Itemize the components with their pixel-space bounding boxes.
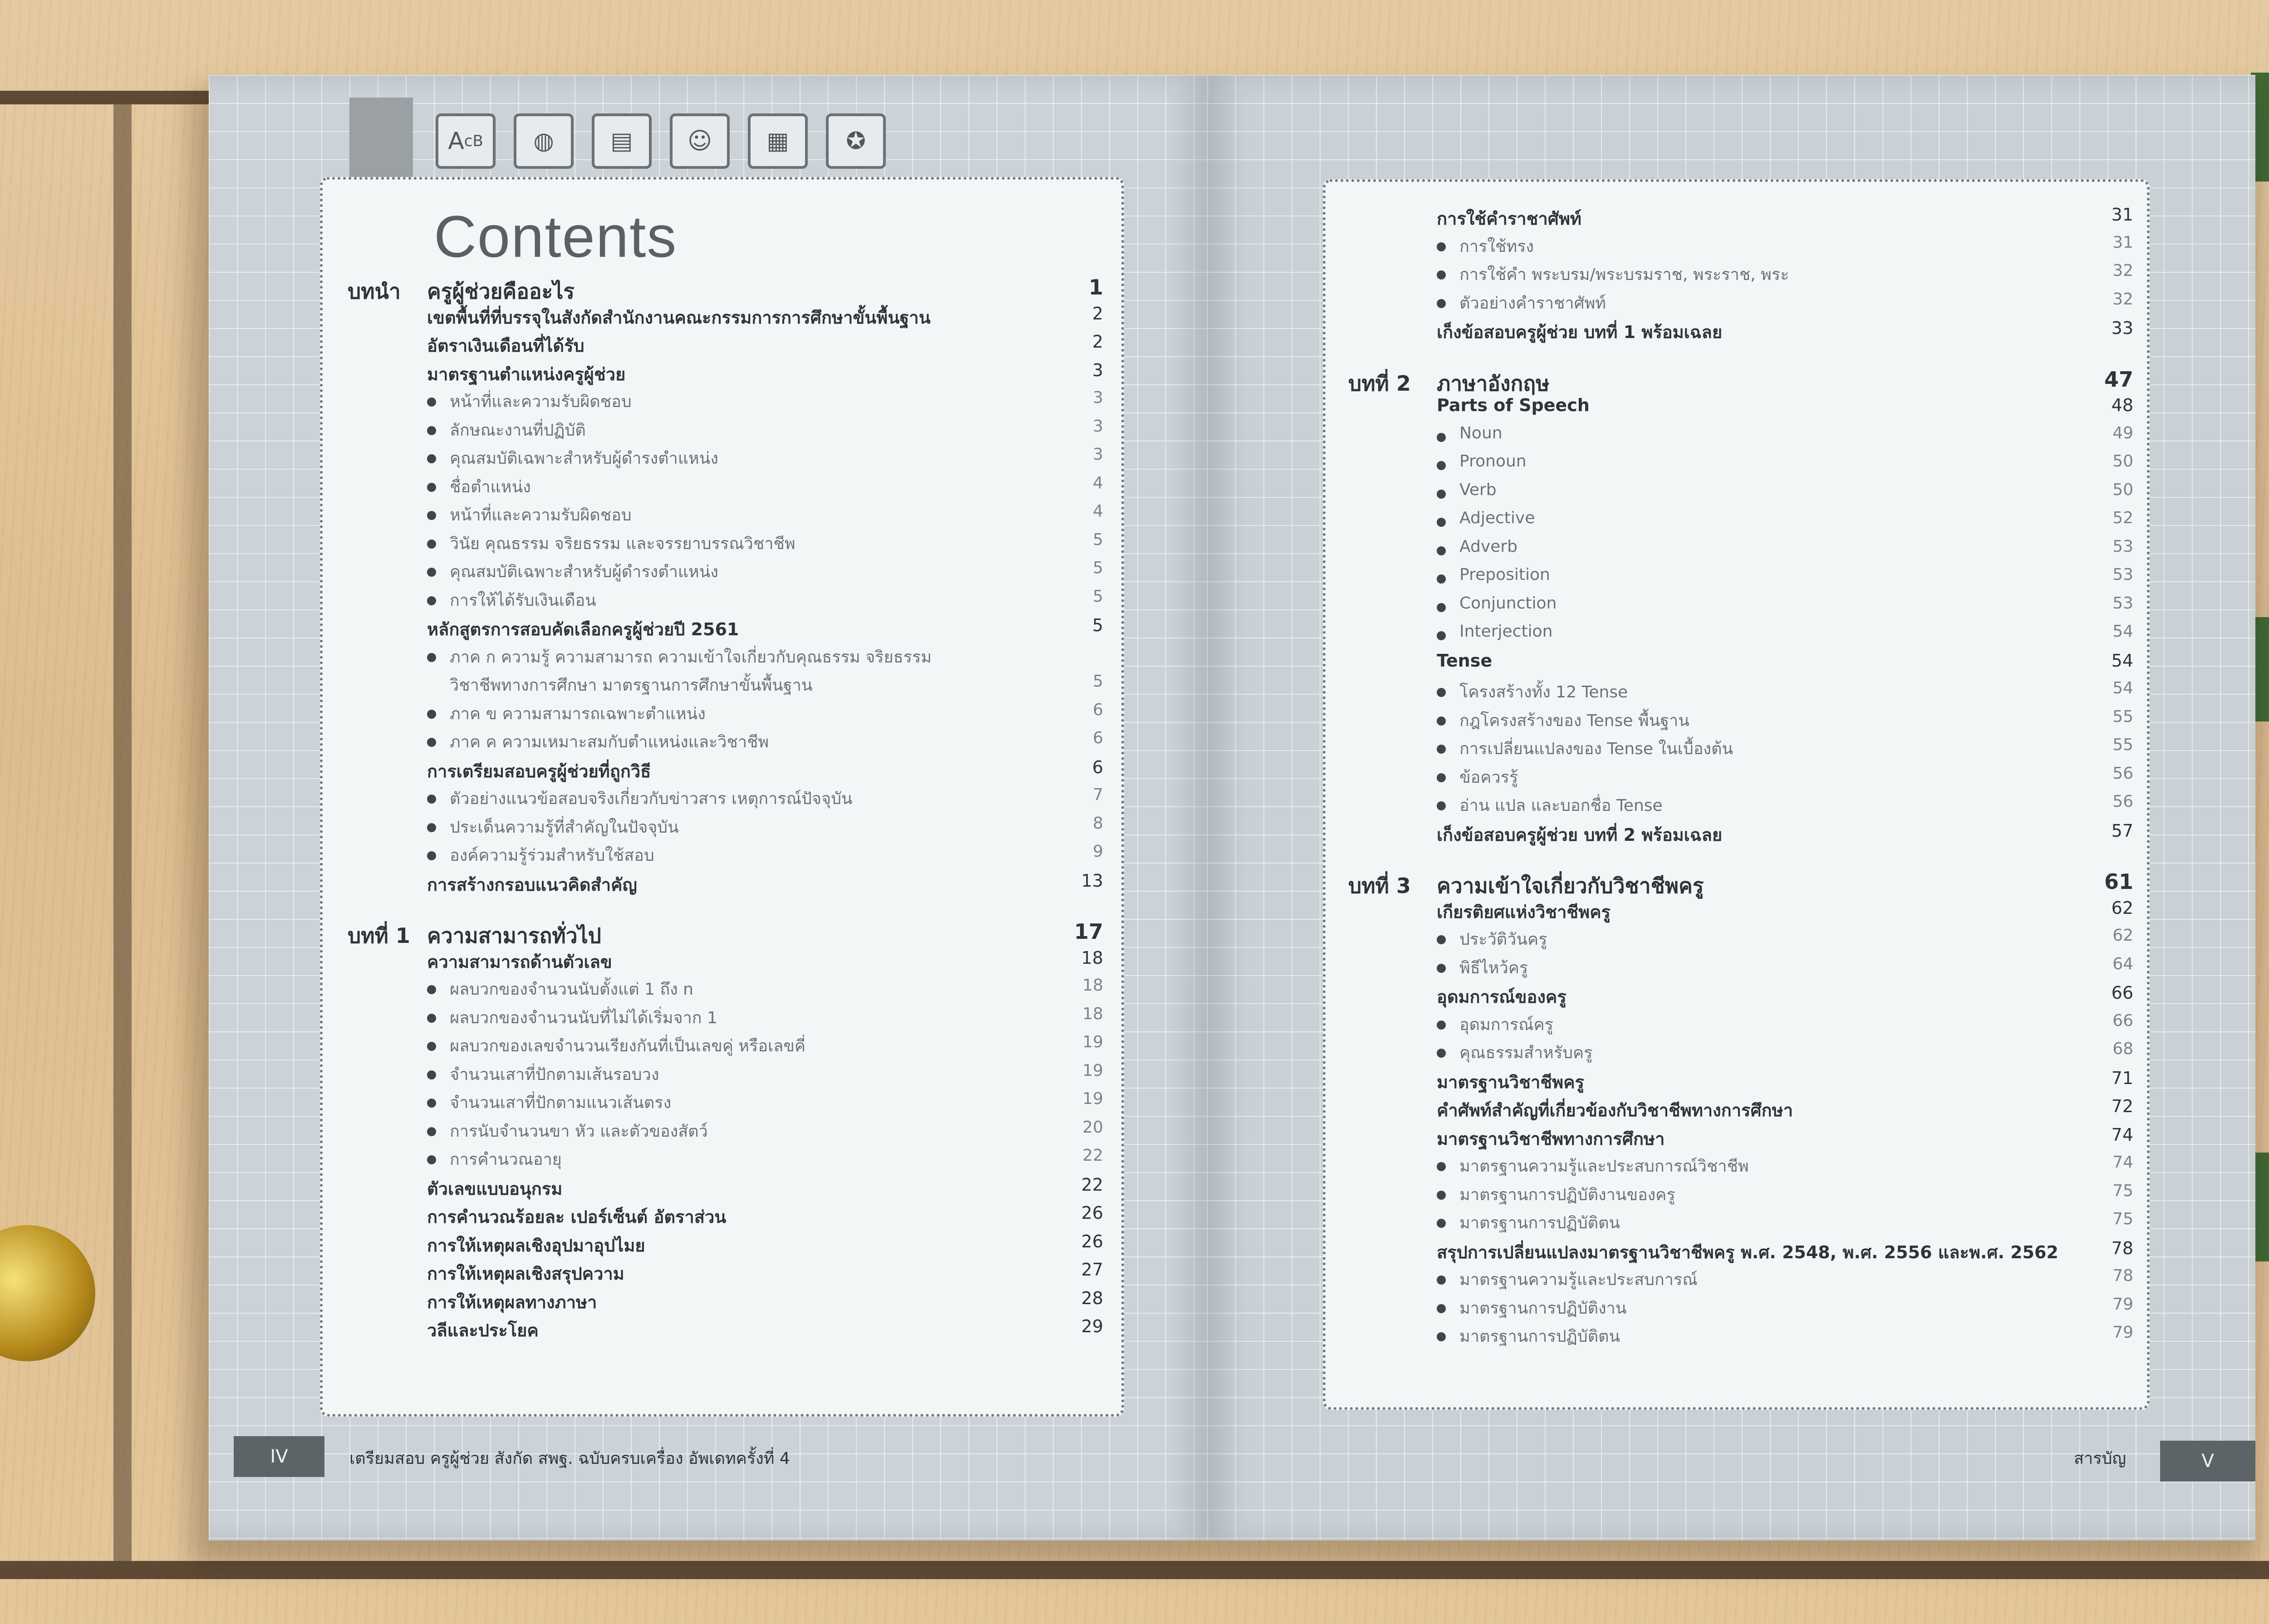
- toc-row: [323, 1005, 1121, 1033]
- toc-row: [1326, 1238, 2147, 1266]
- running-footer: สารบัญ: [2074, 1449, 2127, 1468]
- bullet-icon: [1437, 1162, 1446, 1171]
- toc-page-number: 17: [1074, 919, 1103, 944]
- toc-entry-label: อุดมการณ์ครู: [1459, 1015, 1553, 1034]
- toc-entry-label: การสร้างกรอบแนวคิดสำคัญ: [427, 874, 637, 895]
- toc-entry-label: การคำนวณร้อยละ เปอร์เซ็นต์ อัตราส่วน: [427, 1207, 727, 1227]
- toc-entry-label: การเปลี่ยนแปลงของ Tense ในเบื้องต้น: [1459, 740, 1733, 758]
- icon-strip: [436, 113, 886, 169]
- bullet-icon: [1437, 433, 1446, 442]
- bullet-icon: [1437, 461, 1446, 470]
- toc-page-number: 33: [2111, 318, 2133, 338]
- toc-row: [323, 948, 1121, 976]
- toc-entry-label: ผลบวกของเลขจำนวนเรียงกันที่เป็นเลขคู่ หรือเลขคี่: [450, 1037, 806, 1055]
- bullet-icon: [1437, 1049, 1446, 1058]
- toc-row: [1326, 1011, 2147, 1040]
- bullet-icon: [1437, 801, 1446, 810]
- toc-entry-label: ประวัติวันครู: [1459, 930, 1547, 949]
- teacher-icon: ☺: [670, 113, 730, 169]
- toc-entry-label: ประเด็นความรู้ที่สำคัญในปัจจุบัน: [450, 818, 679, 837]
- toc-page-number: 61: [2104, 869, 2133, 894]
- toc-entry-label: กฎโครงสร้างของ Tense พื้นฐาน: [1459, 711, 1689, 730]
- toc-row: [1326, 983, 2147, 1011]
- toc-page-number: 18: [1082, 976, 1103, 995]
- toc-row: [1326, 792, 2147, 820]
- toc-page-number: 6: [1092, 757, 1103, 777]
- toc-page-number: 3: [1093, 445, 1103, 464]
- toc-page-number: 66: [2112, 1011, 2133, 1030]
- bullet-icon: [427, 985, 436, 994]
- toc-row: [1326, 736, 2147, 764]
- toc-page-number: 55: [2112, 707, 2133, 726]
- toc-page-number: 32: [2112, 289, 2133, 309]
- toc-row: [323, 842, 1121, 870]
- toc-page-number: 4: [1093, 502, 1103, 520]
- toc-page-number: 79: [2112, 1295, 2133, 1314]
- bullet-icon: [427, 483, 436, 492]
- bullet-icon: [1437, 631, 1446, 640]
- toc-page-number: 3: [1093, 388, 1103, 407]
- toc-entry-label: คำศัพท์สำคัญที่เกี่ยวข้องกับวิชาชีพทางการศึกษา: [1437, 1100, 1793, 1120]
- bullet-icon: [1437, 299, 1446, 308]
- toc-row: [323, 976, 1121, 1004]
- toc-row: [1326, 367, 2147, 395]
- toc-row: [323, 587, 1121, 615]
- toc-row: [1326, 1040, 2147, 1068]
- contents-panel-left: [320, 177, 1124, 1417]
- toc-page-number: 28: [1081, 1288, 1103, 1308]
- bullet-icon: [1437, 270, 1446, 280]
- toc-page-number: 71: [2111, 1068, 2133, 1088]
- toc-row: [1326, 452, 2147, 480]
- bullet-icon: [1437, 490, 1446, 499]
- toc-page-number: 52: [2112, 509, 2133, 527]
- toc-entry-label: การเตรียมสอบครูผู้ช่วยที่ถูกวิธี: [427, 761, 651, 781]
- toc-page-number: 50: [2112, 452, 2133, 471]
- toc-row: [323, 1061, 1121, 1089]
- toc-row: [323, 871, 1121, 899]
- toc-entry-label: อ่าน แปล และบอกชื่อ Tense: [1459, 796, 1663, 815]
- toc-row: [1326, 261, 2147, 289]
- toc-entry-label: ตัวอย่างคำราชาศัพท์: [1459, 294, 1606, 313]
- toc-page-number: 56: [2112, 792, 2133, 811]
- toc-entry-label: การใช้คำ พระบรม/พระบรมราช, พระราช, พระ: [1459, 265, 1789, 284]
- bullet-icon: [427, 596, 436, 605]
- toc-entry-label: วิชาชีพทางการศึกษา มาตรฐานการศึกษาขั้นพื้นฐาน: [450, 676, 813, 695]
- toc-entry-label: มาตรฐานตำแหน่งครูผู้ช่วย: [427, 364, 626, 384]
- toc-page-number: 7: [1093, 785, 1103, 804]
- contents-panel-right: [1323, 179, 2150, 1410]
- toc-row: [1326, 926, 2147, 954]
- toc-page-number: 47: [2104, 367, 2133, 392]
- toc-entry-label: ตัวเลขแบบอนุกรม: [427, 1178, 563, 1199]
- toc-row: [323, 559, 1121, 587]
- toc-page-number: 78: [2112, 1266, 2133, 1285]
- toc-entry-label: การให้เหตุผลเชิงสรุปความ: [427, 1264, 624, 1284]
- toc-row: [323, 388, 1121, 417]
- toc-row: [1326, 955, 2147, 983]
- toc-entry-label: อัตราเงินเดือนที่ได้รับ: [427, 336, 584, 356]
- toc-entry-label: จำนวนเสาที่ปักตามเส้นรอบวง: [450, 1065, 659, 1084]
- toc-page-number: 18: [1082, 1004, 1103, 1023]
- toc-page-number: 5: [1093, 559, 1103, 577]
- toc-page-number: 6: [1093, 729, 1103, 747]
- bullet-icon: [427, 1014, 436, 1023]
- toc-row: [323, 530, 1121, 559]
- toc-entry-label: หลักสูตรการสอบคัดเลือกครูผู้ช่วยปี 2561: [427, 619, 739, 639]
- toc-entry-label: หน้าที่และความรับผิดชอบ: [450, 393, 632, 411]
- chapter-number: บทที่ 1: [348, 923, 410, 948]
- toc-page-number: 48: [2111, 395, 2133, 415]
- toc-page-number: 8: [1093, 814, 1103, 833]
- toc-row: [323, 417, 1121, 445]
- toc-page-number: 79: [2112, 1323, 2133, 1342]
- bullet-icon: [427, 823, 436, 832]
- toc-entry-label: การให้เหตุผลเชิงอุปมาอุปไมย: [427, 1235, 645, 1256]
- toc-entry-label: ครูผู้ช่วยคืออะไร: [427, 279, 575, 304]
- toc-page-number: 29: [1081, 1316, 1103, 1336]
- toc-entry-label: ลักษณะงานที่ปฏิบัติ: [450, 421, 586, 440]
- toc-page-number: 75: [2112, 1210, 2133, 1228]
- toc-row: [323, 644, 1121, 672]
- toc-page-number: 26: [1081, 1231, 1103, 1251]
- toc-row: [1326, 1323, 2147, 1351]
- toc-entry-label: Preposition: [1459, 565, 1550, 584]
- toc-row: [323, 919, 1121, 947]
- bullet-icon: [427, 511, 436, 520]
- chapter-number: บทที่ 2: [1348, 371, 1411, 396]
- toc-page-number: 5: [1092, 615, 1103, 635]
- toc-entry-label: ความเข้าใจเกี่ยวกับวิชาชีพครู: [1437, 873, 1704, 898]
- toc-entry-label: เก็งข้อสอบครูผู้ช่วย บทที่ 1 พร้อมเฉลย: [1437, 322, 1723, 342]
- toc-row: [323, 275, 1121, 303]
- toc-page-number: 22: [1082, 1146, 1103, 1165]
- toc-page-number: 2: [1092, 332, 1103, 352]
- bullet-icon: [427, 710, 436, 719]
- toc-row: [323, 1089, 1121, 1118]
- toc-entry-label: จำนวนเสาที่ปักตามแนวเส้นตรง: [450, 1094, 672, 1112]
- toc-row: [323, 360, 1121, 388]
- toc-page-number: 3: [1092, 360, 1103, 380]
- toc-entry-label: คุณธรรมสำหรับครู: [1459, 1044, 1593, 1062]
- bullet-icon: [427, 568, 436, 577]
- toc-entry-label: Parts of Speech: [1437, 395, 1590, 415]
- toc-page-number: 5: [1093, 587, 1103, 606]
- toc-entry-label: เขตพื้นที่ที่บรรจุในสังกัดสำนักงานคณะกรรมการการศึกษาขั้นพื้นฐาน: [427, 307, 931, 328]
- toc-entry-label: Adverb: [1459, 537, 1518, 556]
- toc-page-number: 74: [2111, 1124, 2133, 1145]
- toc-row: [323, 1175, 1121, 1203]
- toc-row: [323, 1316, 1121, 1344]
- bullet-icon: [1437, 518, 1446, 527]
- bullet-icon: [1437, 716, 1446, 726]
- toc-entry-label: Tense: [1437, 650, 1493, 671]
- toc-row: [1326, 651, 2147, 679]
- bullet-icon: [427, 1099, 436, 1108]
- toc-entry-label: ผลบวกของจำนวนนับที่ไม่ได้เริ่มจาก 1: [450, 1008, 717, 1027]
- toc-row: [1326, 1096, 2147, 1124]
- toc-page-number: 53: [2112, 537, 2133, 556]
- toc-page-number: 62: [2112, 926, 2133, 945]
- toc-entry-label: Noun: [1459, 423, 1503, 442]
- toc-page-number: 78: [2111, 1238, 2133, 1258]
- toc-page-number: 2: [1092, 303, 1103, 324]
- bullet-icon: [427, 540, 436, 549]
- toc-page-number: 50: [2112, 480, 2133, 499]
- bullet-icon: [427, 851, 436, 860]
- toc-entry-label: มาตรฐานการปฏิบัติตน: [1459, 1214, 1620, 1232]
- toc-entry-label: ข้อควรรู้: [1459, 768, 1518, 787]
- toc-row: [1326, 1295, 2147, 1323]
- toc-row: [1326, 679, 2147, 707]
- toc-entry-label: วลีและประโยค: [427, 1320, 539, 1340]
- bullet-icon: [1437, 935, 1446, 944]
- toc-row: [323, 474, 1121, 502]
- clipboard-icon: ▤: [592, 113, 652, 169]
- toc-row: [1326, 1153, 2147, 1181]
- toc-entry-label: ภาค ก ความรู้ ความสามารถ ความเข้าใจเกี่ยวกับคุณธรรม จริยธรรม: [450, 648, 932, 667]
- toc-row: [1326, 707, 2147, 736]
- toc-entry-label: โครงสร้างทั้ง 12 Tense: [1459, 683, 1628, 702]
- bullet-icon: [427, 397, 436, 407]
- bullet-icon: [1437, 773, 1446, 782]
- toc-page-number: 3: [1093, 417, 1103, 436]
- toc-row: [323, 814, 1121, 842]
- page-number-tab: V: [2160, 1441, 2255, 1482]
- bullet-icon: [1437, 688, 1446, 697]
- toc-row: [1326, 1182, 2147, 1210]
- toc-entry-label: ความสามารถด้านตัวเลข: [427, 952, 612, 972]
- toc-entry-label: Pronoun: [1459, 452, 1527, 471]
- toc-row: [323, 1288, 1121, 1316]
- toc-entry-label: เกียรติยศแห่งวิชาชีพครู: [1437, 902, 1611, 922]
- award-ribbon-icon: ✪: [826, 113, 886, 169]
- toc-row: [1326, 821, 2147, 849]
- calendar-icon: ▦: [748, 113, 808, 169]
- toc-page-number: 66: [2111, 983, 2133, 1003]
- toc-row: [323, 304, 1121, 332]
- toc-page-number: 13: [1081, 870, 1103, 891]
- toc-entry-label: มาตรฐานวิชาชีพครู: [1437, 1072, 1584, 1092]
- toc-entry-label: ภาษาอังกฤษ: [1437, 371, 1550, 396]
- toc-row: [1326, 395, 2147, 423]
- toc-page-number: 56: [2112, 764, 2133, 783]
- toc-entry-label: Conjunction: [1459, 594, 1557, 613]
- bullet-icon: [1437, 546, 1446, 555]
- bullet-icon: [427, 454, 436, 463]
- toc-row: [323, 701, 1121, 729]
- bullet-icon: [427, 1070, 436, 1079]
- toc-row: [323, 1146, 1121, 1174]
- toc-row: [323, 445, 1121, 473]
- toc-page-number: 32: [2112, 261, 2133, 280]
- toc-page-number: 64: [2112, 954, 2133, 973]
- bullet-icon: [1437, 1219, 1446, 1228]
- toc-row: [323, 1203, 1121, 1231]
- toc-row: [1326, 622, 2147, 650]
- toc-entry-label: การใช้คำราชาศัพท์: [1437, 209, 1581, 229]
- toc-entry-label: ผลบวกของจำนวนนับตั้งแต่ 1 ถึง n: [450, 980, 693, 999]
- toc-entry-label: การคำนวณอายุ: [450, 1150, 562, 1169]
- toc-row: [1326, 233, 2147, 261]
- toc-entry-label: ตัวอย่างแนวข้อสอบจริงเกี่ยวกับข่าวสาร เหตุการณ์ปัจจุบัน: [450, 790, 853, 808]
- bullet-icon: [1437, 574, 1446, 584]
- toc-page-number: 27: [1081, 1260, 1103, 1280]
- toc-page-number: 1: [1088, 275, 1103, 299]
- toc-page-number: 53: [2112, 565, 2133, 584]
- toc-page-number: 57: [2111, 820, 2133, 841]
- bullet-icon: [427, 795, 436, 804]
- toc-page-number: 9: [1093, 842, 1103, 861]
- page-title: Contents: [434, 203, 678, 270]
- toc-row: [323, 1118, 1121, 1146]
- toc-entry-label: คุณสมบัติเฉพาะสำหรับผู้ดำรงตำแหน่ง: [450, 449, 718, 468]
- bullet-icon: [427, 653, 436, 662]
- bullet-icon: [1437, 1304, 1446, 1313]
- bullet-icon: [1437, 1332, 1446, 1341]
- bullet-icon: [1437, 603, 1446, 612]
- toc-entry-label: Verb: [1459, 480, 1497, 499]
- toc-entry-label: การให้เหตุผลทางภาษา: [427, 1292, 597, 1312]
- toc-page-number: 31: [2111, 205, 2133, 225]
- toc-page-number: 54: [2111, 650, 2133, 671]
- bullet-icon: [427, 1155, 436, 1164]
- chapter-number: บทที่ 3: [1348, 873, 1411, 898]
- toc-entry-label: เก็งข้อสอบครูผู้ช่วย บทที่ 2 พร้อมเฉลย: [1437, 824, 1723, 845]
- toc-row: [1326, 509, 2147, 537]
- toc-page-number: 62: [2111, 898, 2133, 918]
- toc-page-number: 55: [2112, 736, 2133, 754]
- page-number-tab: IV: [234, 1436, 324, 1477]
- toc-row: [323, 332, 1121, 360]
- toc-entry-label: มาตรฐานความรู้และประสบการณ์: [1459, 1271, 1698, 1289]
- toc-entry-label: มาตรฐานวิชาชีพทางการศึกษา: [1437, 1128, 1665, 1149]
- running-footer: เตรียมสอบ ครูผู้ช่วย สังกัด สพฐ. ฉบับครบเครื่อง อัพเดทครั้งที่ 4: [349, 1449, 790, 1468]
- toc-row: [1326, 869, 2147, 898]
- bullet-icon: [427, 738, 436, 747]
- toc-row: [1326, 764, 2147, 792]
- toc-row: [323, 757, 1121, 785]
- toc-row: [1326, 1266, 2147, 1295]
- toc-page-number: 75: [2112, 1181, 2133, 1200]
- toc-entry-label: การใช้ทรง: [1459, 237, 1534, 256]
- toc-entry-label: หน้าที่และความรับผิดชอบ: [450, 506, 632, 525]
- toc-entry-label: Adjective: [1459, 509, 1535, 527]
- toc-page-number: 22: [1081, 1174, 1103, 1195]
- toc-entry-label: Interjection: [1459, 622, 1553, 641]
- toc-entry-label: ชื่อตำแหน่ง: [450, 477, 531, 496]
- bullet-icon: [427, 426, 436, 435]
- toc-page-number: 74: [2112, 1153, 2133, 1172]
- toc-page-number: 53: [2112, 594, 2133, 613]
- toc-page-number: 26: [1081, 1203, 1103, 1223]
- brass-door-knob: [0, 1225, 95, 1361]
- bullet-icon: [1437, 1276, 1446, 1285]
- left-page: [209, 75, 1207, 1541]
- toc-row: [1326, 594, 2147, 622]
- bullet-icon: [427, 1127, 436, 1136]
- toc-page-number: 54: [2112, 679, 2133, 697]
- toc-page-number: 49: [2112, 423, 2133, 442]
- toc-entry-label: องค์ความรู้ร่วมสำหรับใช้สอบ: [450, 846, 654, 865]
- plank-gap: [113, 104, 132, 1561]
- toc-page-number: 68: [2112, 1040, 2133, 1058]
- toc-page-number: 54: [2112, 622, 2133, 641]
- toc-entry-label: อุดมการณ์ของครู: [1437, 987, 1567, 1007]
- chapter-number: บทนำ: [348, 279, 401, 304]
- toc-row: [323, 1033, 1121, 1061]
- toc-entry-label: พิธีไหว้ครู: [1459, 958, 1528, 977]
- abc-book-icon: A cB: [436, 113, 496, 169]
- toc-row: [323, 1260, 1121, 1288]
- toc-entry-label: การนับจำนวนขา หัว และตัวของสัตว์: [450, 1122, 708, 1141]
- toc-row: [323, 785, 1121, 814]
- toc-row: [1326, 537, 2147, 565]
- toc-entry-label: วินัย คุณธรรม จริยธรรม และจรรยาบรรณวิชาชีพ: [450, 534, 796, 553]
- toc-entry-label: ความสามารถทั่วไป: [427, 923, 601, 948]
- toc-row: [323, 502, 1121, 530]
- toc-row: [1326, 565, 2147, 594]
- bullet-icon: [427, 1042, 436, 1051]
- toc-page-number: 5: [1093, 530, 1103, 549]
- toc-page-number: 18: [1081, 947, 1103, 968]
- bullet-icon: [1437, 745, 1446, 754]
- bullet-icon: [1437, 242, 1446, 251]
- toc-page-number: 6: [1093, 700, 1103, 719]
- toc-entry-label: สรุปการเปลี่ยนแปลงมาตรฐานวิชาชีพครู พ.ศ. 2548, พ.ศ. 2556 และพ.ศ. 2562: [1437, 1242, 2058, 1262]
- bullet-icon: [1437, 964, 1446, 973]
- toc-page-number: 5: [1093, 672, 1103, 691]
- toc-row: [1326, 318, 2147, 346]
- toc-entry-label: คุณสมบัติเฉพาะสำหรับผู้ดำรงตำแหน่ง: [450, 563, 718, 581]
- toc-page-number: 19: [1082, 1061, 1103, 1080]
- toc-row: [323, 729, 1121, 757]
- toc-row: [1326, 1068, 2147, 1096]
- toc-row: [1326, 1210, 2147, 1238]
- bullet-icon: [1437, 1191, 1446, 1200]
- toc-row: [323, 672, 1121, 700]
- toc-row: [1326, 1125, 2147, 1153]
- toc-row: [323, 615, 1121, 643]
- toc-page-number: 4: [1093, 473, 1103, 492]
- toc-row: [323, 1231, 1121, 1260]
- toc-page-number: 20: [1082, 1118, 1103, 1137]
- toc-row: [1326, 290, 2147, 318]
- toc-row: [1326, 481, 2147, 509]
- toc-row: [1326, 898, 2147, 926]
- toc-entry-label: ภาค ข ความสามารถเฉพาะตำแหน่ง: [450, 704, 706, 723]
- toc-entry-label: การให้ได้รับเงินเดือน: [450, 591, 596, 610]
- toc-entry-label: มาตรฐานความรู้และประสบการณ์วิชาชีพ: [1459, 1157, 1749, 1176]
- toc-row: [1326, 205, 2147, 233]
- toc-entry-label: มาตรฐานการปฏิบัติงาน: [1459, 1299, 1627, 1318]
- toc-entry-label: ภาค ค ความเหมาะสมกับตำแหน่งและวิชาชีพ: [450, 733, 769, 751]
- toc-entry-label: มาตรฐานการปฏิบัติตน: [1459, 1327, 1620, 1346]
- bullet-icon: [1437, 1021, 1446, 1030]
- toc-page-number: 31: [2112, 233, 2133, 252]
- toc-page-number: 72: [2111, 1096, 2133, 1116]
- toc-row: [1326, 424, 2147, 452]
- toc-page-number: 19: [1082, 1089, 1103, 1108]
- right-page: [1207, 75, 2255, 1541]
- toc-entry-label: มาตรฐานการปฏิบัติงานของครู: [1459, 1185, 1675, 1204]
- globe-icon: ◍: [514, 113, 574, 169]
- toc-page-number: 19: [1082, 1033, 1103, 1051]
